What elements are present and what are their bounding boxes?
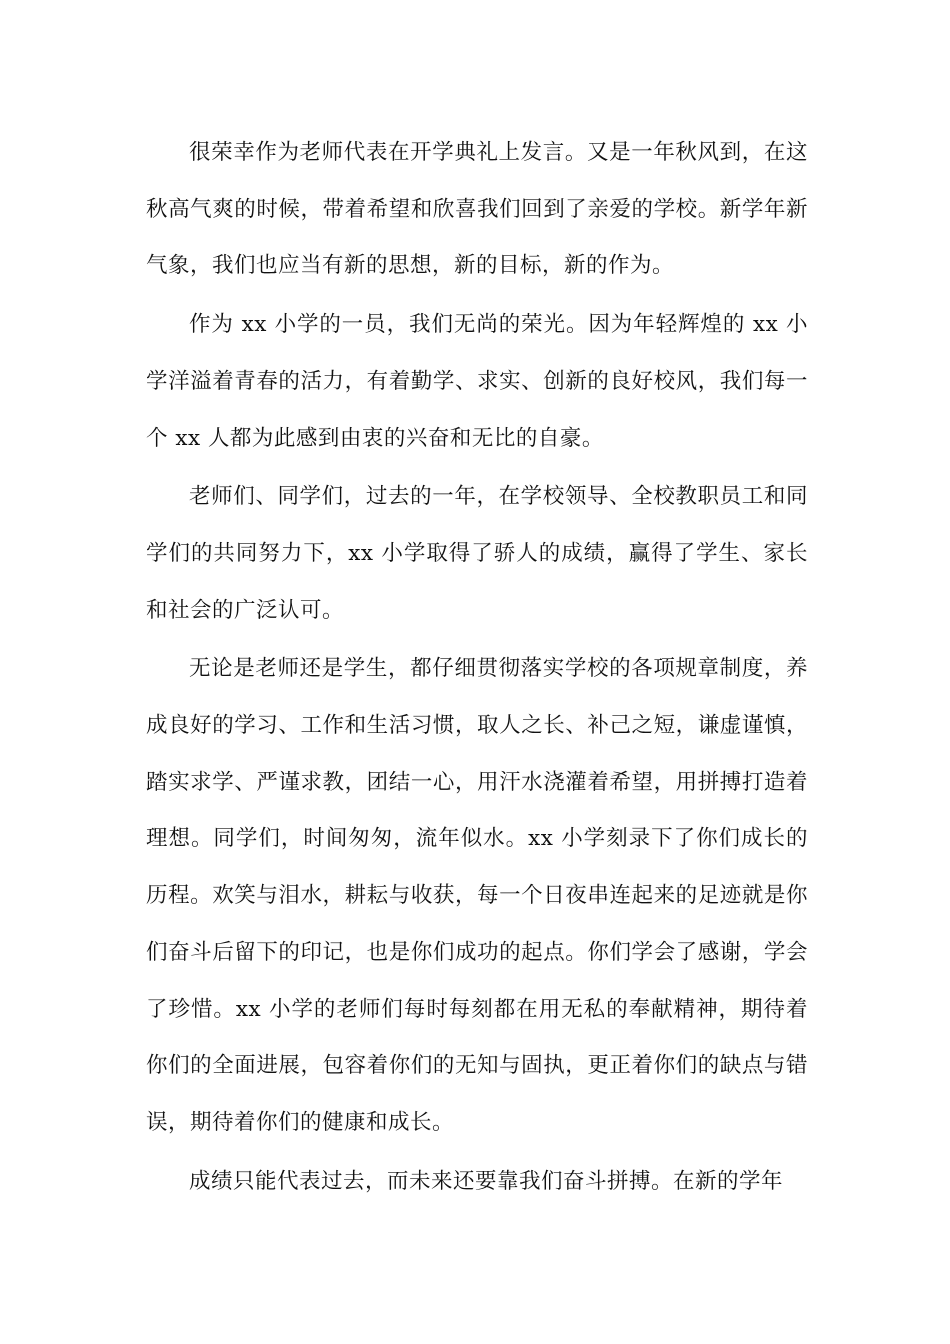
paragraph-future: 成绩只能代表过去，而未来还要靠我们奋斗拼搏。在新的学年 <box>189 1168 784 1194</box>
paragraph-conduct: 无论是老师还是学生，都仔细贯彻落实学校的各项规章制度，养成良好的学习、工作和生活习惯，取人之长、补己之短，谦虚谨慎，踏实求学、严谨求教，团结一心，用汗水浇灌着希望，用拼搏打造着理想。同学们，时间匆匆，流年似水。xx 小学刻录下了你们成长的历程。欢笑与泪水，耕耘与收获，每一个日夜串连起来的足迹就是你们奋斗后留下的印记，也是你们成功的起点。你们学会了感谢，学会了珍惜。xx 小学的老师们每时每刻都在用无私的奉献精神，期待着你们的全面进展，包容着你们的无知与固执，更正着你们的缺点与错误，期待着你们的健康和成长。 <box>146 656 808 1135</box>
paragraph-achievements: 老师们、同学们，过去的一年，在学校领导、全校教职员工和同学们的共同努力下，xx 小学取得了骄人的成绩，赢得了学生、家长和社会的广泛认可。 <box>146 484 808 623</box>
paragraph-school-pride: 作为 xx 小学的一员，我们无尚的荣光。因为年轻辉煌的 xx 小学洋溢着青春的活力，有着勤学、求实、创新的良好校风，我们每一个 xx 人都为此感到由衷的兴奋和无比的自豪。 <box>146 312 808 451</box>
paragraph-opening: 很荣幸作为老师代表在开学典礼上发言。又是一年秋风到，在这秋高气爽的时候，带着希望和欣喜我们回到了亲爱的学校。新学年新气象，我们也应当有新的思想，新的目标，新的作为。 <box>146 140 808 279</box>
document-body <box>146 125 808 1212</box>
